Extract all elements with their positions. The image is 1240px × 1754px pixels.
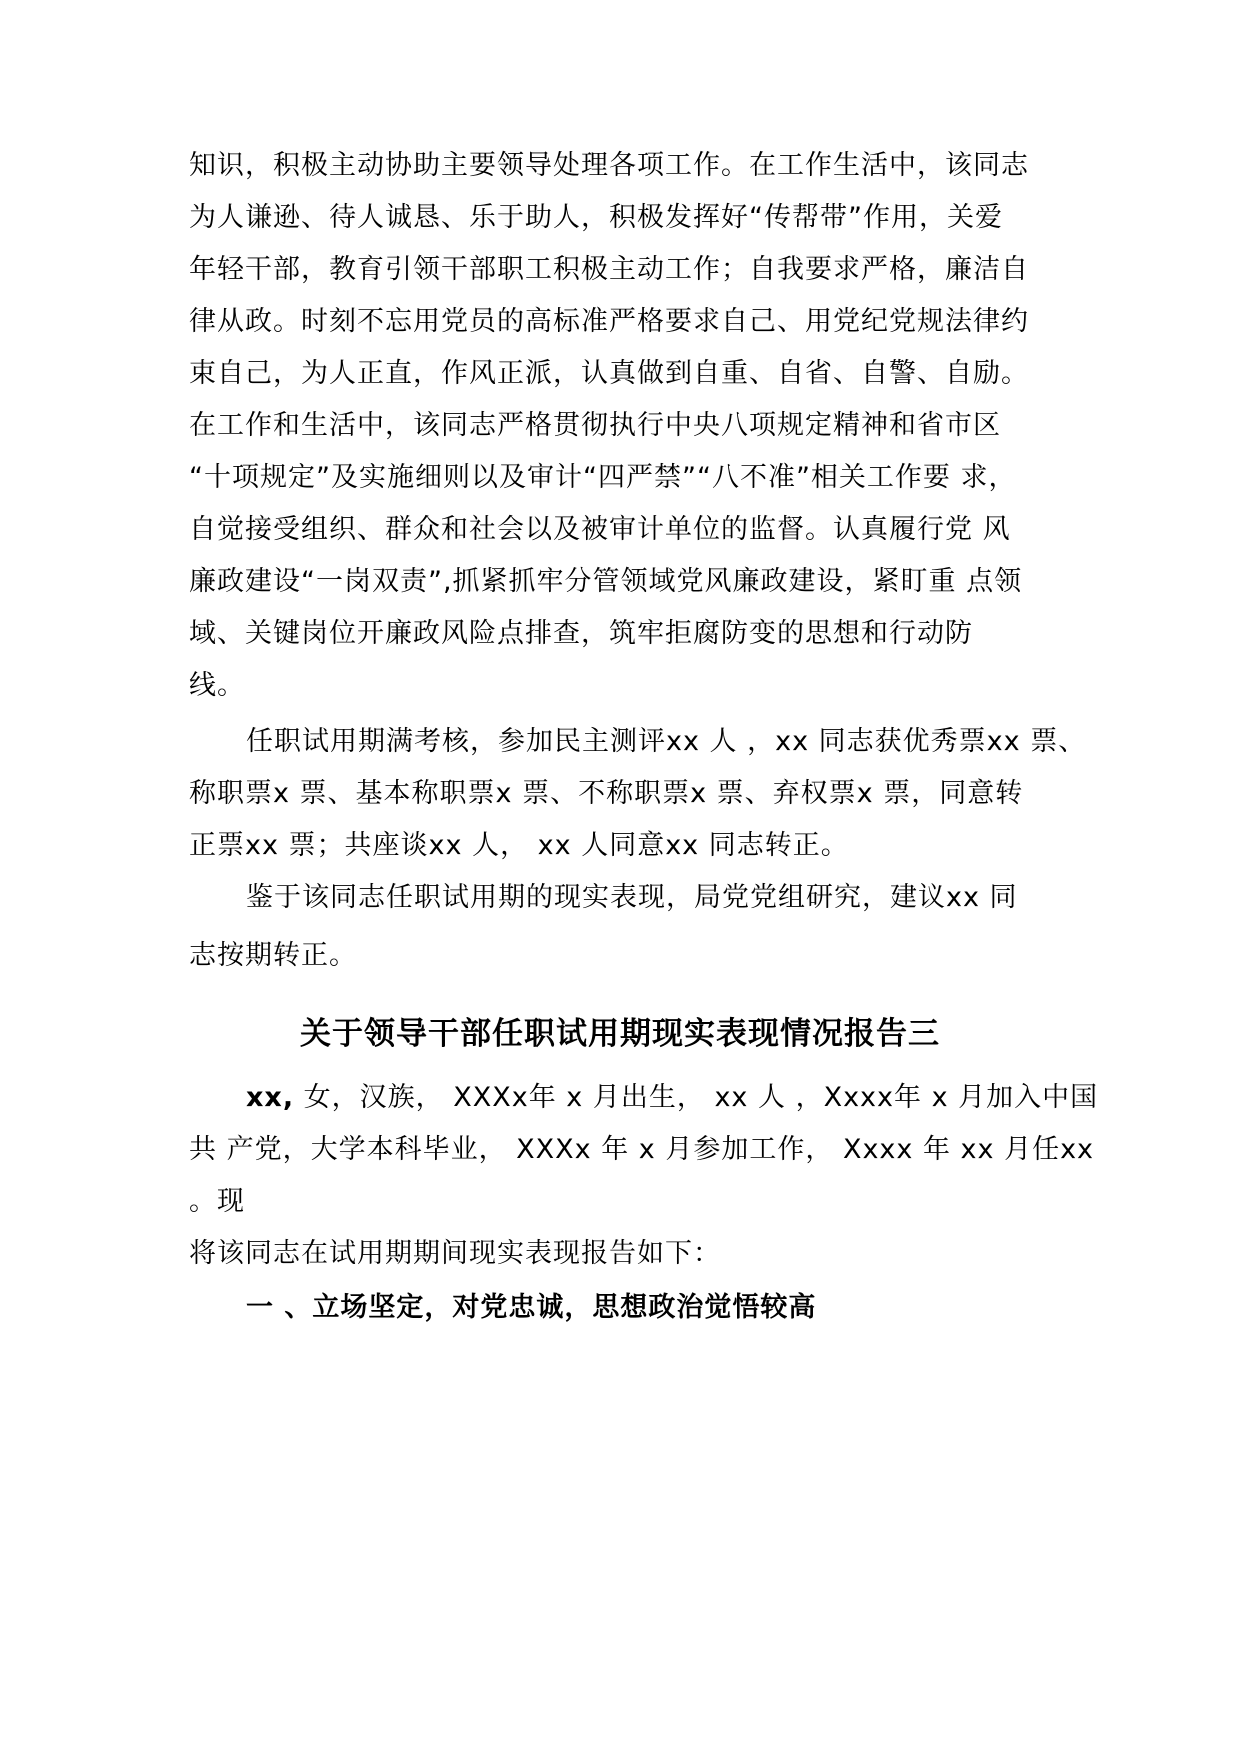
body-text-line: 在工作和生活中，该同志严格贯彻执行中央八项规定精神和省市区 — [189, 410, 1001, 441]
body-text-line: 志按期转正。 — [189, 940, 357, 971]
body-text-line: 任职试用期满考核，参加民主测评xx 人 ，xx 同志获优秀票xx 票、 — [246, 726, 1087, 757]
body-text-span: 女，汉族， XXXx年 x 月出生， xx 人 ，Xxxx年 x 月加入中国 — [294, 1082, 1099, 1113]
body-text-line: 线。 — [189, 670, 245, 701]
body-text-line: 正票xx 票；共座谈xx 人， xx 人同意xx 同志转正。 — [189, 830, 849, 861]
body-text-line: 称职票x 票、基本称职票x 票、不称职票x 票、弃权票x 票，同意转 — [189, 778, 1024, 809]
body-text-line: 共 产党，大学本科毕业， XXXx 年 x 月参加工作， Xxxx 年 xx 月任xx — [189, 1134, 1095, 1165]
body-text-line: 束自己，为人正直，作风正派，认真做到自重、自省、自警、自励。 — [189, 358, 1029, 389]
body-text-line: 自觉接受组织、群众和社会以及被审计单位的监督。认真履行党 风 — [189, 514, 1011, 545]
body-text-line: 廉政建设“一岗双责”,抓紧抓牢分管领域党风廉政建设，紧盯重 点领 — [189, 566, 1023, 597]
body-text-line: 鉴于该同志任职试用期的现实表现，局党党组研究，建议xx 同 — [246, 882, 1018, 913]
body-text-line: 将该同志在试用期期间现实表现报告如下： — [189, 1238, 721, 1269]
body-text-line — [246, 1080, 1098, 1116]
section-heading: 一 、立场坚定，对党忠诚，思想政治觉悟较高 — [246, 1292, 817, 1323]
body-text-line: 知识，积极主动协助主要领导处理各项工作。在工作生活中，该同志 — [189, 150, 1029, 181]
body-text-line: 。现 — [189, 1186, 245, 1217]
body-text-line: 律从政。时刻不忘用党员的高标准严格要求自己、用党纪党规法律约 — [189, 306, 1029, 337]
body-text-line: “十项规定”及实施细则以及审计“四严禁”“八不准”相关工作要 求， — [189, 462, 1017, 493]
report-title: 关于领导干部任职试用期现实表现情况报告三 — [300, 1016, 940, 1052]
body-text-line: 年轻干部，教育引领干部职工积极主动工作；自我要求严格，廉洁自 — [189, 254, 1029, 285]
person-name: xx, — [246, 1082, 295, 1113]
body-text-line: 域、关键岗位开廉政风险点排查，筑牢拒腐防变的思想和行动防 — [189, 618, 973, 649]
body-text-line: 为人谦逊、待人诚恳、乐于助人，积极发挥好“传帮带”作用，关爱 — [189, 202, 1003, 233]
